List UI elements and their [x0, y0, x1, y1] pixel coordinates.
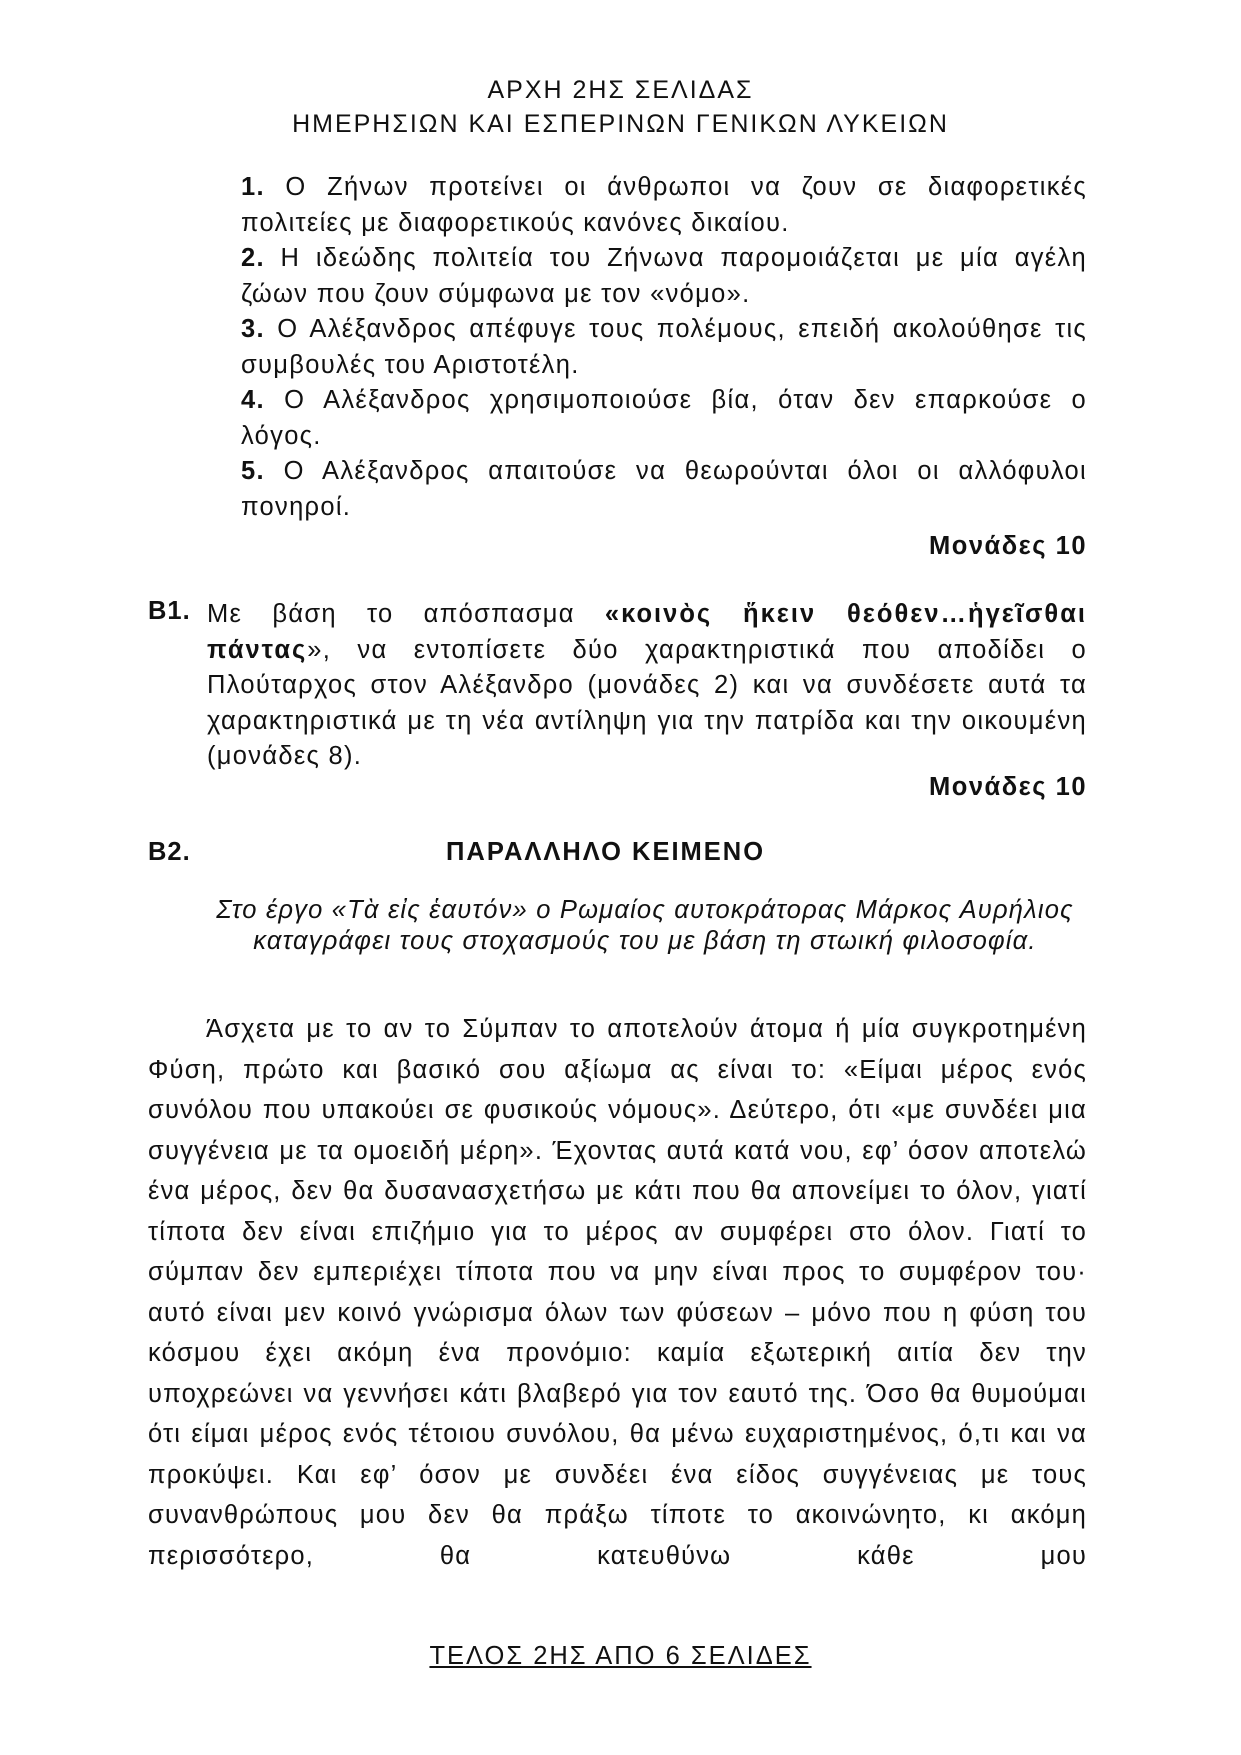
statement-number: 2. — [241, 244, 265, 272]
statement-3 — [241, 312, 1087, 383]
page-header-subtitle: ΗΜΕΡΗΣΙΩΝ ΚΑΙ ΕΣΠΕΡΙΝΩΝ ΓΕΝΙΚΩΝ ΛΥΚΕΙΩΝ — [292, 110, 949, 138]
question-b2-label: Β2. — [148, 838, 191, 866]
statement-number: 4. — [241, 386, 265, 414]
statement-number: 5. — [241, 457, 265, 485]
b1-quote: «κοινὸς ἥκειν θεόθεν…ἡγεῖσθαι πάντας — [207, 600, 1087, 664]
statement-number: 3. — [241, 315, 265, 343]
page-header-top: ΑΡΧΗ 2ΗΣ ΣΕΛΙΔΑΣ — [487, 76, 754, 104]
parallel-text-body: Άσχετα με το αν το Σύμπαν το αποτελούν άτομα ή μία συγκροτημένη Φύση, πρώτο και βασικό σου αξίωμα ας είναι το: «Είμαι μέρος ενός συνόλου που υπακούει σε φυσικούς νόμους». Δεύτερο, ότι «με συνδέει μια συγγένεια με τα ομοειδή μέρη». Έχοντας αυτά κατά νου, εφ’ όσον αποτελώ ένα μέρος, δεν θα δυσανασχετήσω με κάτι που θα απονείμει το όλον, γιατί τίποτα δεν είναι επιζήμιο για το μέρος αν συμφέρει στο όλον. Γιατί το σύμπαν δεν εμπεριέχει τίποτα που να μην είναι προς το συμφέρον του· αυτό είναι μεν κοινό γνώρισμα όλων των φύσεων – μόνο που η φύση του κόσμου έχει ακόμη ένα προνόμιο: καμία εξωτερική αιτία δεν την υποχρεώνει να γεννήσει κάτι βλαβερό για τον εαυτό της. Όσο θα θυμούμαι ότι είμαι μέρος ενός τέτοιου συνόλου, θα μένω ευχαριστημένος, ό,τι και να προκύψει. Και εφ’ όσον με συνδέει ένα είδος συγγένειας με τους συνανθρώπους μου δεν θα πράξω τίποτε το ακοινώνητο, κι ακόμη περισσότερο, θα κατευθύνω κάθε μου — [148, 1015, 1087, 1570]
question-b1-label: Β1. — [148, 597, 191, 625]
statement-number: 1. — [241, 173, 265, 201]
statement-text: Ο Αλέξανδρος χρησιμοποιούσε βία, όταν δεν επαρκούσε ο λόγος. — [241, 386, 1087, 450]
page-footer-text: ΤΕΛΟΣ 2ΗΣ ΑΠΟ 6 ΣΕΛΙΔΕΣ — [429, 1642, 812, 1670]
statement-1 — [241, 170, 1087, 241]
true-false-statements — [241, 170, 1087, 525]
statement-2 — [241, 241, 1087, 312]
parallel-text-title: ΠΑΡΑΛΛΗΛΟ ΚΕΙΜΕΝΟ — [446, 838, 766, 866]
page-footer — [0, 1642, 1241, 1671]
b1-text-before: Με βάση το απόσπασμα — [207, 600, 605, 628]
units-statements: Μονάδες 10 — [929, 532, 1087, 560]
units-b1: Μονάδες 10 — [929, 773, 1087, 801]
statement-text: Η ιδεώδης πολιτεία του Ζήνωνα παρομοιάζεται με μία αγέλη ζώων που ζουν σύμφωνα με τον «νόμο». — [241, 244, 1087, 308]
b1-text-after: », να εντοπίσετε δύο χαρακτηριστικά που αποδίδει ο Πλούταρχος στον Αλέξανδρο (μονάδες 2) και να συνδέσετε αυτά τα χαρακτηριστικά με τη νέα αντίληψη για την πατρίδα και την οικουμένη (μονάδες 8). — [207, 635, 1087, 770]
statement-5 — [241, 454, 1087, 525]
statement-4 — [241, 383, 1087, 454]
statement-text: Ο Αλέξανδρος απαιτούσε να θεωρούνται όλοι οι αλλόφυλοι πονηροί. — [241, 457, 1087, 521]
parallel-text-intro: Στο έργο «Τὰ εἰς ἑαυτόν» ο Ρωμαίος αυτοκράτορας Μάρκος Αυρήλιος καταγράφει τους στοχασμούς του με βάση τη στωική φιλοσοφία. — [216, 896, 1074, 955]
statement-text: Ο Ζήνων προτείνει οι άνθρωποι να ζουν σε διαφορετικές πολιτείες με διαφορετικούς κανόνες δικαίου. — [241, 173, 1087, 237]
question-b1-text — [207, 597, 1087, 775]
statement-text: Ο Αλέξανδρος απέφυγε τους πολέμους, επειδή ακολούθησε τις συμβουλές του Αριστοτέλη. — [241, 315, 1087, 379]
